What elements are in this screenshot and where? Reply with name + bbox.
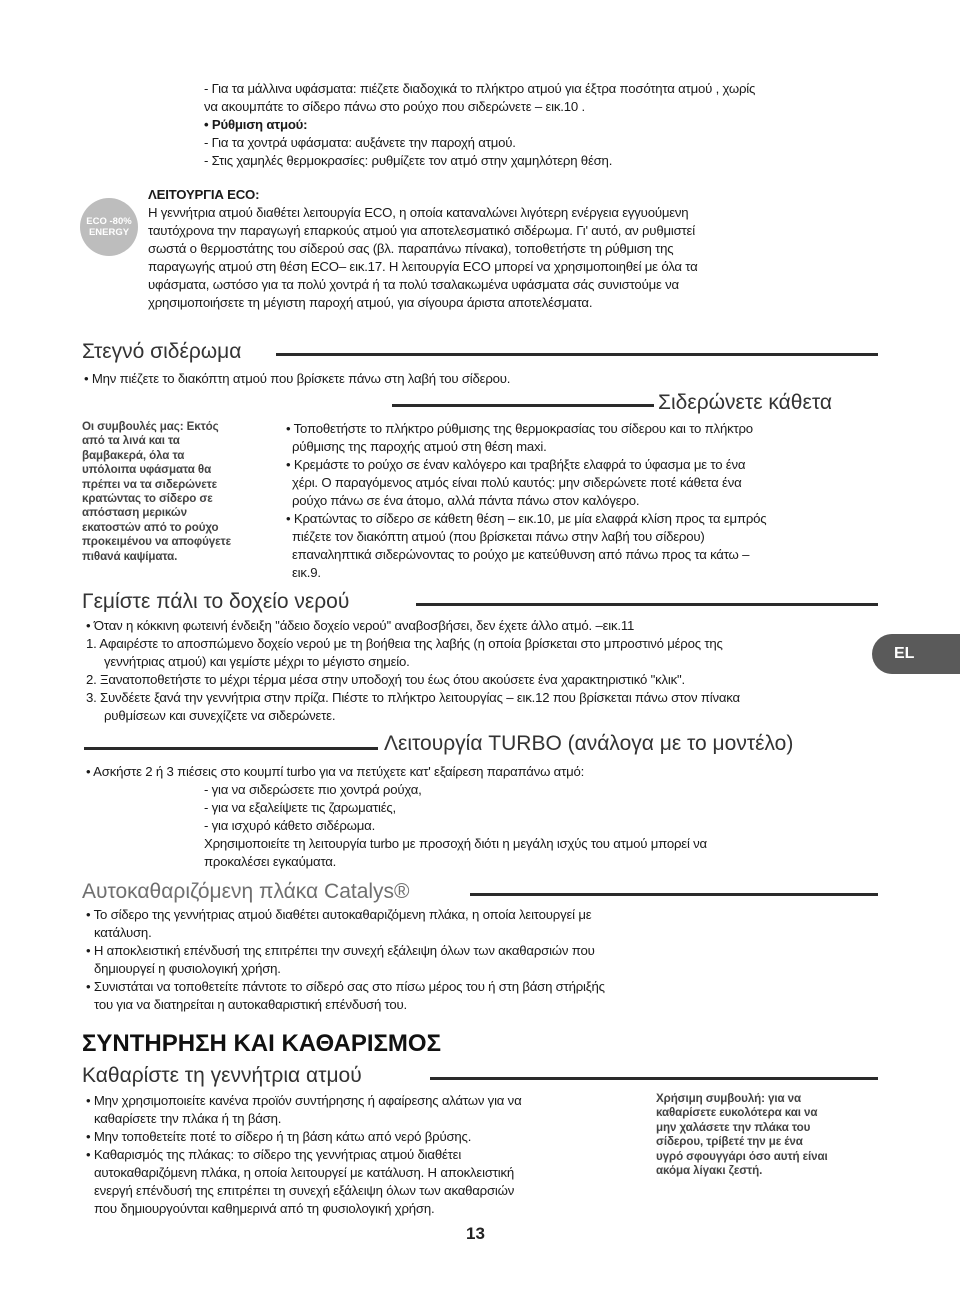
catalys-text bbox=[86, 906, 806, 1014]
eco-line: Η γεννήτρια ατμού διαθέτει λειτουργία ECO, η οποία καταναλώνει λιγότερη ενέργεια εγγυούμενη bbox=[148, 205, 689, 220]
page-number: 13 bbox=[466, 1224, 485, 1243]
eco-line: ταυτόχρονα την παραγωγή επαρκούς ατμού για αποτελεσματικό σιδέρωμα. Γι' αυτό, αν ρυθμιστεί bbox=[148, 223, 695, 238]
refill-line: 3. Συνδέετε ξανά την γεννήτρια στην πρίζα. Πιέστε το πλήκτρο λειτουργίας – εικ.12 που βρίσκεται πάνω στον πίνακα bbox=[86, 690, 740, 705]
dry-ironing-bullet: • Μην πιέζετε το διακόπτη ατμού που βρίσκετε πάνω στη λαβή του σίδερου. bbox=[84, 371, 511, 386]
intro-line: - Για τα μάλλινα υφάσματα: πιέζετε διαδοχικά το πλήκτρο ατμού για έξτρα ποσότητα ατμού , χωρίς bbox=[204, 81, 756, 96]
turbo-line: - για να σιδερώσετε πιο χοντρά ρούχα, bbox=[204, 782, 422, 797]
turbo-text bbox=[86, 763, 876, 871]
clean-line: • Καθαρισμός της πλάκας: το σίδερο της γεννήτριας ατμού διαθέτει bbox=[86, 1147, 462, 1162]
refill-line: ρυθμίσεων και συνεχίζετε να σιδερώνετε. bbox=[104, 708, 336, 723]
eco-line: υφάσματα, ωστόσο για τα πολύ χοντρά ή τα πολύ τσαλακωμένα υφάσματα σάς συνιστούμε να bbox=[148, 277, 679, 292]
vertical-ironing-tip: Οι συμβουλές μας: Εκτός από τα λινά και τα βαμβακερά, όλα τα υπόλοιπα υφάσματα θα πρέπει να τα σιδερώνετε κρατώντας το σίδερο σε απόσταση μερικών εκατοστών από το ρούχο προκειμένου να αποφύγετε πιθανά καψίματα. bbox=[82, 420, 231, 563]
clean-line: που δημιουργούνται καθημερινά από τη φυσιολογική χρήση. bbox=[94, 1201, 435, 1216]
intro-block bbox=[204, 80, 884, 170]
catalys-line: • Συνιστάται να τοποθετείτε πάντοτε το σίδερό σας στο πίσω μέρος του ή στη βάση στήριξής bbox=[86, 979, 605, 994]
turbo-line: - για ισχυρό κάθετο σιδέρωμα. bbox=[204, 818, 376, 833]
intro-line: - Για τα χοντρά υφάσματα: αυξάνετε την παροχή ατμού. bbox=[204, 135, 516, 150]
vertical-line: επαναληπτικά σιδερώνοντας το ρούχο με κατεύθυνση από πάνω προς τα κάτω – bbox=[292, 547, 750, 562]
refill-line: γεννήτριας ατμού) και γεμίστε μέχρι το μέγιστο σημείο. bbox=[104, 654, 410, 669]
catalys-line: κατάλυση. bbox=[94, 925, 152, 940]
refill-heading: Γεμίστε πάλι το δοχείο νερού bbox=[82, 590, 350, 613]
vertical-line: • Κρεμάστε το ρούχο σε έναν καλόγερο και τραβήξτε ελαφρά το ύφασμα με το ένα bbox=[286, 457, 746, 472]
vertical-line: εικ.9. bbox=[292, 565, 321, 580]
eco-title: ΛΕΙΤΟΥΡΓΙΑ ECO: bbox=[148, 187, 260, 202]
refill-line: 1. Αφαιρέστε το αποσπώμενο δοχείο νερού με τη βοήθεια της λαβής (η οποία βρίσκεται στο μπροστινό μέρος της bbox=[86, 636, 723, 651]
catalys-line: του για να διατηρείται η αυτοκαθαριστική επένδυσή του. bbox=[94, 997, 407, 1012]
vertical-line: ρύθμισης της παροχής ατμού στη θέση maxi. bbox=[292, 439, 547, 454]
catalys-line: • Η αποκλειστική επένδυσή της επιτρέπει την συνεχή εξάλειψη όλων των ακαθαρσιών που bbox=[86, 943, 595, 958]
turbo-line: Χρησιμοποιείτε τη λειτουργία turbo με προσοχή διότι η μεγάλη ισχύς του ατμού μπορεί να bbox=[204, 836, 707, 851]
maintenance-title: ΣΥΝΤΗΡΗΣΗ ΚΑΙ ΚΑΘΑΡΙΣΜΟΣ bbox=[82, 1030, 441, 1057]
divider bbox=[84, 747, 378, 750]
divider bbox=[470, 893, 878, 896]
divider bbox=[416, 603, 878, 606]
vertical-line: πιέζετε τον διακόπτη ατμού (που βρίσκεται πάνω στην λαβή του σίδερου) bbox=[292, 529, 705, 544]
catalys-line: • Το σίδερο της γεννήτριας ατμού διαθέτει αυτοκαθαριζόμενη πλάκα, η οποία λειτουργεί με bbox=[86, 907, 592, 922]
vertical-line: χέρι. Ο παραγόμενος ατμός είναι πολύ καυτός: μην σιδερώνετε ποτέ κάθετα ένα bbox=[292, 475, 742, 490]
intro-line: να ακουμπάτε το σίδερο πάνω στο ρούχο που σιδερώνετε – εικ.10 . bbox=[204, 99, 585, 114]
clean-line: • Μην χρησιμοποιείτε κανένα προϊόν συντήρησης ή αφαίρεσης αλάτων για να bbox=[86, 1093, 522, 1108]
clean-line: καθαρίσετε την πλάκα ή τη βάση. bbox=[94, 1111, 282, 1126]
catalys-heading: Αυτοκαθαριζόμενη πλάκα Catalys® bbox=[82, 880, 410, 903]
vertical-ironing-text bbox=[286, 420, 878, 582]
vertical-line: • Τοποθετήστε το πλήκτρο ρύθμισης της θερμοκρασίας του σίδερου και το πλήκτρο bbox=[286, 421, 753, 436]
divider bbox=[392, 404, 654, 407]
clean-generator-heading: Καθαρίστε τη γεννήτρια ατμού bbox=[82, 1064, 362, 1087]
dry-ironing-heading: Στεγνό σιδέρωμα bbox=[82, 340, 242, 363]
eco-line: σωστά ο θερμοστάτης του σίδερού σας (βλ. παραπάνω πίνακα), τοποθετήστε τη ρύθμιση της bbox=[148, 241, 674, 256]
eco-line: χρησιμοποιήσετε τη μέγιστη παροχή ατμού, για σίγουρα άριστα αποτελέσματα. bbox=[148, 295, 593, 310]
clean-line: • Μην τοποθετείτε ποτέ το σίδερο ή τη βάση κάτω από νερό βρύσης. bbox=[86, 1129, 472, 1144]
turbo-line: - για να εξαλείψετε τις ζαρωματιές, bbox=[204, 800, 397, 815]
divider bbox=[276, 353, 878, 356]
vertical-ironing-heading: Σιδερώνετε κάθετα bbox=[658, 391, 832, 414]
eco-line: παραγωγής ατμού στη θέση ECO– εικ.17. Η λειτουργία ECO μπορεί να χρησιμοποιηθεί με όλα τα bbox=[148, 259, 698, 274]
clean-line: αυτοκαθαριζόμενη πλάκα, η οποία λειτουργεί με κατάλυση. Η αποκλειστική bbox=[94, 1165, 515, 1180]
refill-line: 2. Ξανατοποθετήστε το μέχρι τέρμα μέσα στην υποδοχή του έως ότου ακούσετε ένα χαρακτηριστικό "κλικ". bbox=[86, 672, 685, 687]
turbo-line: • Ασκήστε 2 ή 3 πιέσεις στο κουμπί turbo για να πετύχετε κατ' εξαίρεση παραπάνω ατμό: bbox=[86, 764, 585, 779]
catalys-line: δημιουργεί η φυσιολογική χρήση. bbox=[94, 961, 281, 976]
refill-text bbox=[86, 617, 866, 725]
clean-line: ενεργή επένδυσή της επιτρέπει τη συνεχή εξάλειψη όλων των ακαθαρσιών bbox=[94, 1183, 515, 1198]
intro-line: - Στις χαμηλές θερμοκρασίες: ρυθμίζετε τον ατμό στην χαμηλότερη θέση. bbox=[204, 153, 613, 168]
cleaning-tip: Χρήσιμη συμβουλή: για να καθαρίσετε ευκολότερα και να μην χαλάσετε την πλάκα του σίδερου, τρίβετέ την με ένα υγρό σφουγγάρι όσο αυτή είναι ακόμα λίγακι ζεστή. bbox=[656, 1092, 828, 1178]
vertical-line: • Κρατώντας το σίδερο σε κάθετη θέση – εικ.10, με μία ελαφρά κλίση προς τα εμπρός bbox=[286, 511, 767, 526]
eco-block bbox=[148, 186, 888, 312]
turbo-heading: Λειτουργία TURBO (ανάλογα με το μοντέλο) bbox=[384, 732, 794, 755]
turbo-line: προκαλέσει εγκαύματα. bbox=[204, 854, 337, 869]
intro-line: • Ρύθμιση ατμού: bbox=[204, 117, 308, 132]
clean-generator-text bbox=[86, 1092, 626, 1218]
eco-energy-icon: ECO -80% ENERGY bbox=[80, 198, 138, 256]
divider bbox=[430, 1077, 878, 1080]
refill-line: • Όταν η κόκκινη φωτεινή ένδειξη ''άδειο δοχείο νερού'' αναβοσβήσει, δεν έχετε άλλο ατμό. –εικ.11 bbox=[86, 618, 635, 633]
vertical-line: ρούχο πάνω σε ένα άτομο, αλλά πάντα πάνω στον καλόγερο. bbox=[292, 493, 640, 508]
language-badge-el: EL bbox=[872, 634, 960, 674]
